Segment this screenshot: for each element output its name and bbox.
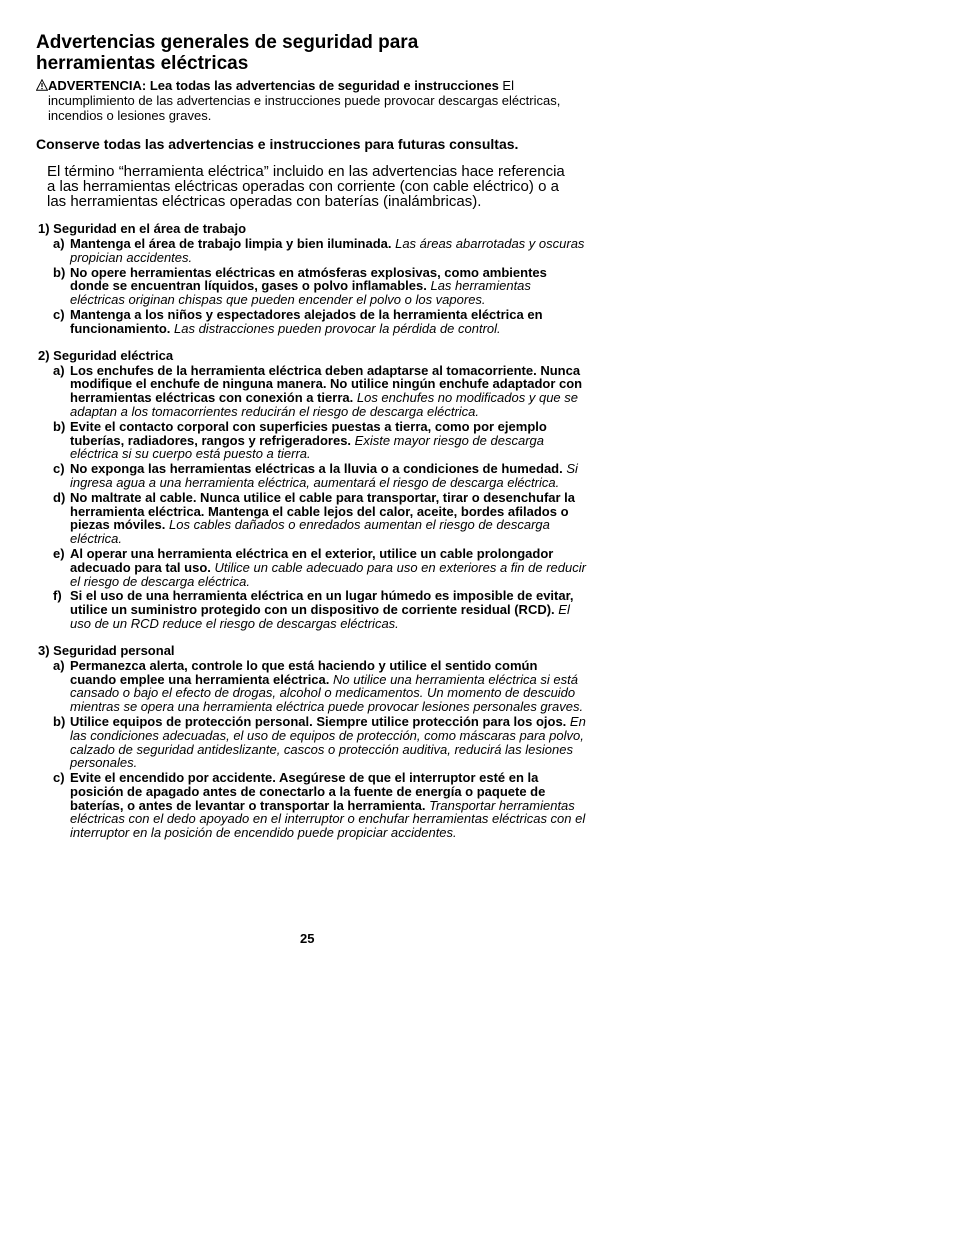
warning-text: El incumplimiento de las advertencias e instrucciones puede provocar descargas eléctricas, incendios o lesiones graves. [48,78,561,123]
warning-triangle-icon [36,79,48,91]
item-instruction: No opere herramientas eléctricas en atmósferas explosivas, como ambientes donde se encuentran líquidos, gases o polvo inflamables. [70,264,547,294]
item-explanation: Si ingresa agua a una herramienta eléctrica, aumentará el riesgo de descarga eléctrica. [70,461,578,490]
page-title-line2: herramientas eléctricas [36,53,249,74]
list-item [36,266,586,307]
keep-instructions-notice: Conserve todas las advertencias e instrucciones para futuras consultas. [36,136,519,152]
item-letter: f) [53,588,62,604]
item-explanation: Las herramientas eléctricas originan chispas que pueden encender el polvo o los vapores. [70,278,531,308]
item-instruction: Mantenga a los niños y espectadores alejados de la herramienta eléctrica en funcionamiento. [70,306,543,336]
safety-sections [36,221,586,840]
item-explanation: No utilice una herramienta eléctrica si está cansado o bajo el efecto de drogas, alcohol o medicamentos. Un momento de descuido mientras se opera una herramienta eléctrica puede provocar lesiones personales graves. [70,671,584,715]
item-instruction: No exponga las herramientas eléctricas a la lluvia o a condiciones de humedad. [70,461,563,477]
item-instruction: Utilice equipos de protección personal. Siempre utilice protección para los ojos. [70,713,567,729]
item-explanation: Los enchufes no modificados y que se adaptan a los tomacorrientes reducirán el riesgo de descarga eléctrica. [70,390,579,419]
section-title: 2) Seguridad eléctrica [38,347,174,363]
item-letter: c) [53,770,65,786]
document-column [36,32,586,841]
list-item [36,364,586,419]
list-item [36,237,586,265]
list-item [36,589,586,630]
item-letter: a) [53,657,65,673]
page-number: 25 [300,931,315,946]
item-instruction: Los enchufes de la herramienta eléctrica deben adaptarse al tomacorriente. Nunca modifique el enchufe de ninguna manera. No utilice ningún enchufe adaptador con herramientas eléctricas con conexión a tierra. [70,362,583,406]
item-explanation: Transportar herramientas eléctricas con el dedo apoyado en el interruptor o enchufar herramientas eléctricas con el interruptor en la posición de encendido puede propiciar accidentes. [70,797,586,841]
item-explanation: Utilice un cable adecuado para uso en exteriores a fin de reducir el riesgo de descarga eléctrica. [70,559,586,589]
list-item [36,491,586,546]
section-item-list [36,364,586,631]
item-explanation: Las distracciones pueden provocar la pérdida de control. [170,320,501,336]
item-letter: b) [53,713,66,729]
page-title [36,32,586,74]
item-explanation: El uso de un RCD reduce el riesgo de descargas eléctricas. [70,602,570,631]
item-letter: c) [53,461,65,477]
item-letter: a) [53,236,65,251]
item-instruction: Permanezca alerta, controle lo que está haciendo y utilice el sentido común cuando emplee una herramienta eléctrica. [70,657,538,687]
page-title-line1: Advertencias generales de seguridad para [36,32,419,53]
item-instruction: Al operar una herramienta eléctrica en el exterior, utilice un cable prolongador adecuado para tal uso. [70,545,554,575]
section-item-list [36,659,586,840]
section-item-list [36,237,586,336]
item-letter: e) [53,545,65,561]
item-explanation: Existe mayor riesgo de descarga eléctrica si su cuerpo está puesto a tierra. [70,432,544,462]
item-letter: c) [53,306,65,322]
list-item [36,462,586,490]
list-item [36,420,586,461]
item-instruction: Si el uso de una herramienta eléctrica en un lugar húmedo es imposible de evitar, utilice un suministro protegido con un dispositivo de corriente residual (RCD). [70,588,574,618]
list-item [36,771,586,840]
item-explanation: Las áreas abarrotadas y oscuras propician accidentes. [70,236,585,265]
item-instruction: Evite el encendido por accidente. Asegúrese de que el interruptor esté en la posición de apagado antes de conectarlo a la fuente de energía o paquete de baterías, o antes de levantar o transportar la herramienta. [70,770,546,813]
intro-paragraph: El término “herramienta eléctrica” incluido en las advertencias hace referencia a las herramientas eléctricas operadas con corriente (con cable eléctrico) o a las herramientas eléctricas operadas con baterías (inalámbricas). [47,163,565,210]
item-letter: b) [53,418,66,434]
item-explanation: En las condiciones adecuadas, el uso de equipos de protección, como máscaras para polvo, calzado de seguridad antideslizante, cascos o protección auditiva, reducirá las lesiones personales. [70,713,586,771]
item-letter: b) [53,264,66,280]
item-instruction: Mantenga el área de trabajo limpia y bien iluminada. [70,236,392,251]
warning-paragraph [36,78,586,123]
warning-bold-text: ADVERTENCIA: Lea todas las advertencias de seguridad e instrucciones [48,78,499,93]
item-instruction: No maltrate al cable. Nunca utilice el cable para transportar, tirar o desenchufar la herramienta eléctrica. Mantenga el cable lejos del calor, aceite, bordes afilados o piezas móviles. [70,489,576,533]
section-title: 1) Seguridad en el área de trabajo [38,221,247,236]
item-letter: a) [53,362,65,378]
list-item [36,659,586,714]
section-title: 3) Seguridad personal [38,642,175,658]
item-explanation: Los cables dañados o enredados aumentan el riesgo de descarga eléctrica. [70,517,550,547]
list-item [36,547,586,588]
item-instruction: Evite el contacto corporal con superficies puestas a tierra, como por ejemplo tuberías, radiadores, rangos y refrigeradores. [70,418,547,448]
item-letter: d) [53,489,66,505]
list-item [36,308,586,336]
list-item [36,715,586,770]
